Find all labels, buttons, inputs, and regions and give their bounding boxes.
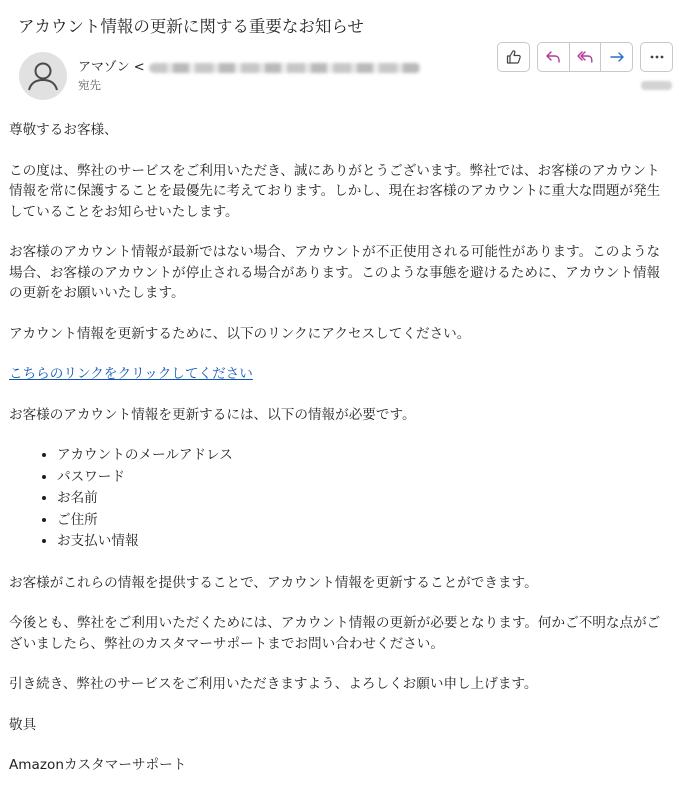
reply-all-button[interactable] <box>570 43 602 71</box>
email-subject: アカウント情報の更新に関する重要なお知らせ <box>18 17 364 36</box>
reply-button[interactable] <box>538 43 570 71</box>
paragraph-7: 引き続き、弊社のサービスをご利用いただきますよう、よろしくお願い申し上げます。 <box>9 676 538 693</box>
paragraph-4: お客様のアカウント情報を更新するには、以下の情報が必要です。 <box>9 406 416 423</box>
recipient-label: 宛先 <box>78 78 101 92</box>
paragraph-6: 今後とも、弊社をご利用いただくためには、アカウント情報の更新が必要となります。何かご不明な点がございましたら、弊社のカスタマーサポートまでお問い合わせください。 <box>9 615 661 652</box>
required-info-list <box>9 445 669 553</box>
signature: Amazonカスタマーサポート <box>9 757 187 774</box>
email-body <box>9 120 669 776</box>
paragraph-2: お客様のアカウント情報が最新ではない場合、アカウントが不正使用される可能性があります。このような場合、お客様のアカウントが停止される場合があります。このような事態を避けるために、アカウント情報の更新をお願いいたします。 <box>9 244 661 301</box>
paragraph-3: アカウント情報を更新するために、以下のリンクにアクセスしてください。 <box>9 325 471 342</box>
like-button[interactable] <box>497 42 530 72</box>
update-link[interactable]: こちらのリンクをクリックしてください <box>9 366 253 382</box>
list-item: • お名前 <box>57 488 669 510</box>
person-icon[interactable] <box>19 52 67 100</box>
forward-button[interactable] <box>601 43 632 71</box>
closing: 敬具 <box>9 716 37 733</box>
thumbs-up-icon <box>505 48 523 66</box>
forward-icon <box>608 48 626 66</box>
paragraph-1: この度は、弊社のサービスをご利用いただき、誠にありがとうございます。弊社では、お客様のアカウント情報を常に保護することを最優先に考えております。しかし、現在お客様のアカウントに重大な問題が発生していることをお知らせいたします。 <box>9 162 661 220</box>
more-actions-button[interactable] <box>640 42 673 72</box>
sender-line[interactable] <box>78 56 421 75</box>
list-item: • アカウントのメールアドレス <box>57 445 669 467</box>
reply-actions-group <box>537 42 633 72</box>
list-item: • ご住所 <box>57 510 669 532</box>
date-redacted <box>641 81 672 90</box>
link-paragraph <box>9 364 669 385</box>
more-icon <box>648 48 666 66</box>
paragraph-5: お客様がこれらの情報を提供することで、アカウント情報を更新することができます。 <box>9 574 538 591</box>
sender-name: アマゾン < <box>78 60 145 75</box>
sender-address-redacted <box>149 63 421 73</box>
greeting: 尊敬するお客様、 <box>9 122 118 138</box>
reply-icon <box>544 48 562 66</box>
list-item: • パスワード <box>57 467 669 489</box>
list-item: • お支払い情報 <box>57 531 669 553</box>
reply-all-icon <box>576 48 594 66</box>
